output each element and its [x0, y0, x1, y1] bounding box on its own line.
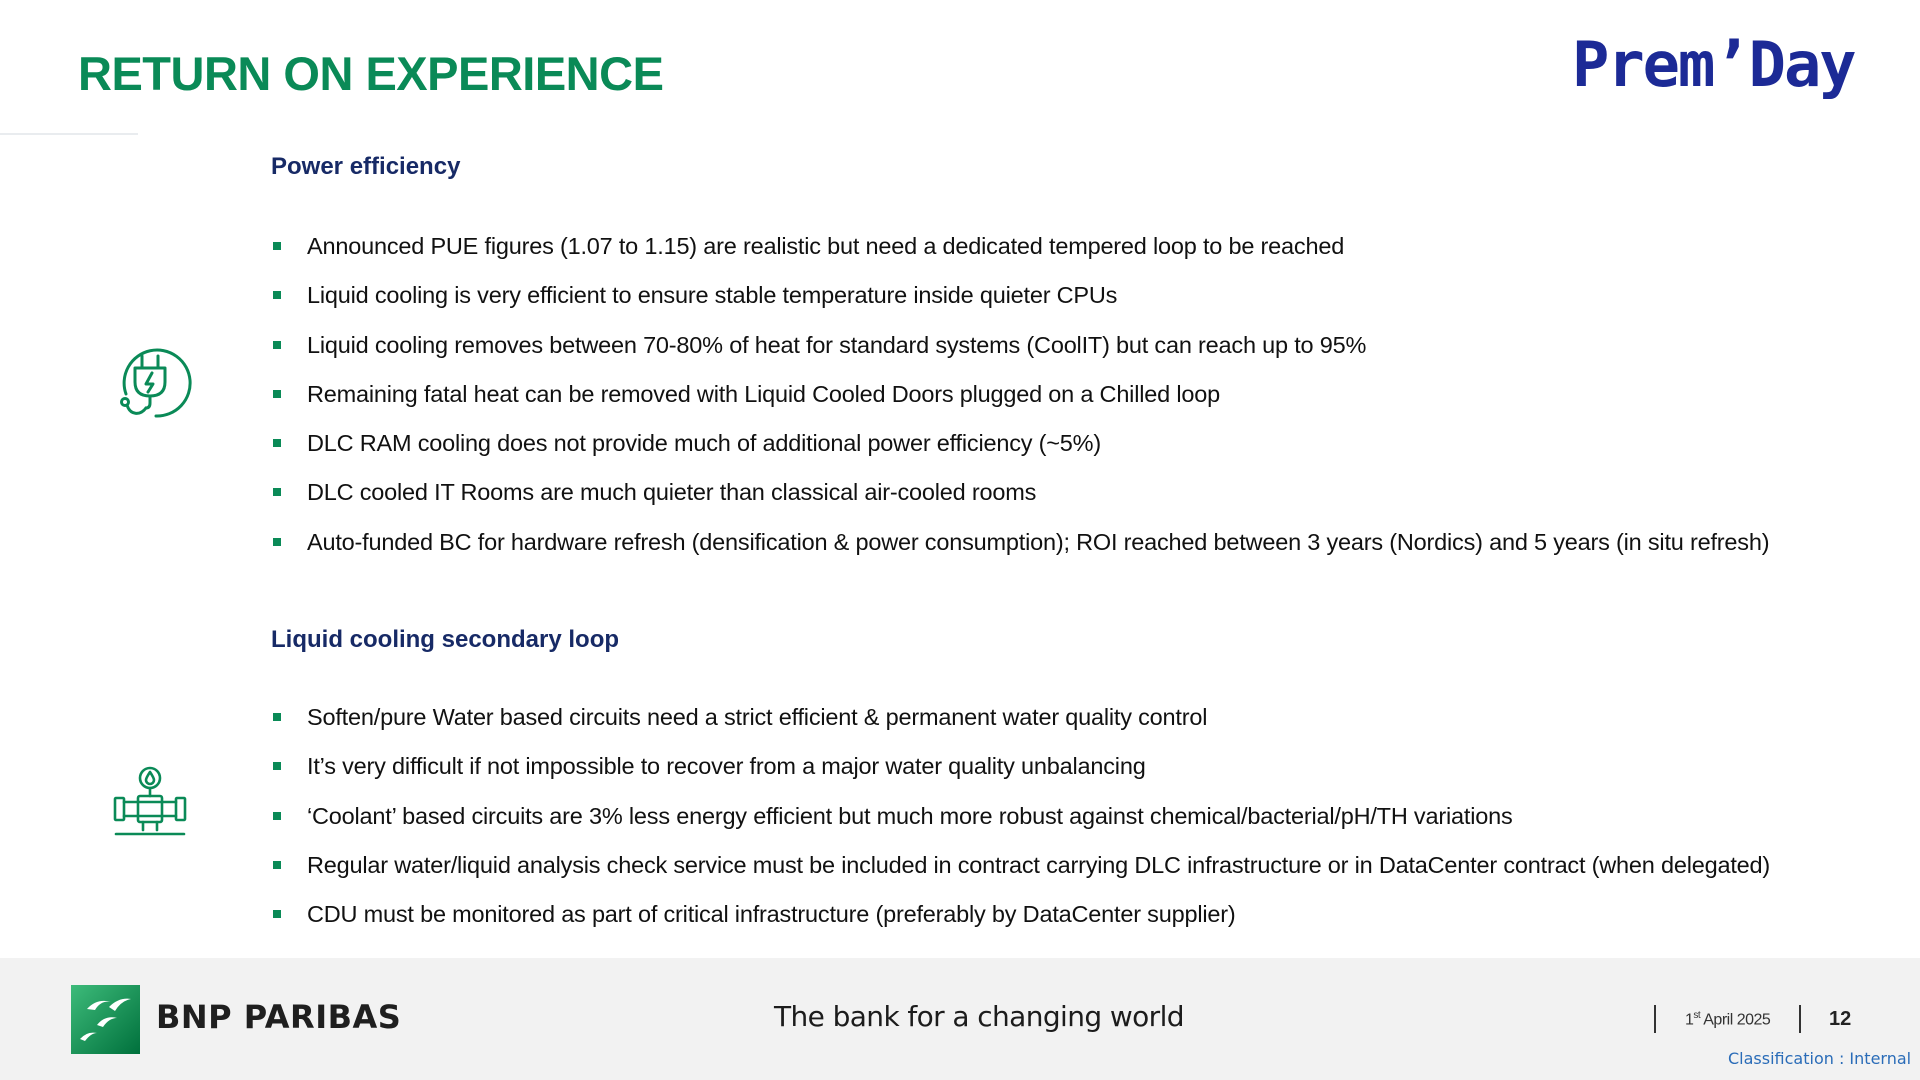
- section-heading-power-efficiency: Power efficiency: [271, 153, 461, 180]
- list-item: ‘Coolant’ based circuits are 3% less energy efficient but much more robust against chemical/bacterial/pH/TH variations: [271, 801, 1770, 850]
- list-item: Announced PUE figures (1.07 to 1.15) are realistic but need a dedicated tempered loop to be reached: [271, 231, 1769, 280]
- square-bullet-icon: [273, 439, 281, 447]
- list-item: Soften/pure Water based circuits need a strict efficient & permanent water quality control: [271, 702, 1770, 751]
- square-bullet-icon: [273, 713, 281, 721]
- section-heading-liquid-cooling: Liquid cooling secondary loop: [271, 626, 620, 653]
- square-bullet-icon: [273, 910, 281, 918]
- title-underline: [0, 133, 138, 135]
- company-tagline: The bank for a changing world: [774, 1000, 1184, 1033]
- page-number: 12: [1829, 1008, 1852, 1030]
- square-bullet-icon: [273, 861, 281, 869]
- square-bullet-icon: [273, 488, 281, 496]
- bnp-paribas-logo-icon: [71, 985, 140, 1054]
- classification-label: Classification : Internal: [1728, 1049, 1912, 1068]
- square-bullet-icon: [273, 242, 281, 250]
- list-item: Auto-funded BC for hardware refresh (densification & power consumption); ROI reached between 3 years (Nordics) and 5 years (in situ refresh): [271, 527, 1769, 576]
- square-bullet-icon: [273, 341, 281, 349]
- square-bullet-icon: [273, 538, 281, 546]
- water-pipe-icon: [108, 764, 192, 848]
- square-bullet-icon: [273, 390, 281, 398]
- list-item: Liquid cooling is very efficient to ensure stable temperature inside quieter CPUs: [271, 280, 1769, 329]
- presentation-date: 1st April 2025: [1685, 1010, 1771, 1029]
- slide-footer: [0, 958, 1920, 1080]
- company-name: BNP PARIBAS: [156, 998, 402, 1036]
- list-item: DLC RAM cooling does not provide much of additional power efficiency (~5%): [271, 428, 1769, 477]
- square-bullet-icon: [273, 291, 281, 299]
- list-item: Liquid cooling removes between 70-80% of heat for standard systems (CoolIT) but can reach up to 95%: [271, 330, 1769, 379]
- slide-title: RETURN ON EXPERIENCE: [78, 47, 664, 100]
- liquid-cooling-bullets: [271, 702, 1770, 948]
- square-bullet-icon: [273, 812, 281, 820]
- footer-divider: [1654, 1005, 1656, 1033]
- power-plug-icon: [108, 342, 192, 426]
- list-item: Remaining fatal heat can be removed with Liquid Cooled Doors plugged on a Chilled loop: [271, 379, 1769, 428]
- list-item: Regular water/liquid analysis check service must be included in contract carrying DLC infrastructure or in DataCenter contract (when delegated): [271, 850, 1770, 899]
- premday-logo: Prem’Day: [1572, 28, 1855, 101]
- square-bullet-icon: [273, 762, 281, 770]
- list-item: It’s very difficult if not impossible to recover from a major water quality unbalancing: [271, 751, 1770, 800]
- power-efficiency-bullets: [271, 231, 1769, 576]
- footer-divider: [1799, 1005, 1801, 1033]
- list-item: CDU must be monitored as part of critical infrastructure (preferably by DataCenter supplier): [271, 899, 1770, 948]
- list-item: DLC cooled IT Rooms are much quieter than classical air-cooled rooms: [271, 477, 1769, 526]
